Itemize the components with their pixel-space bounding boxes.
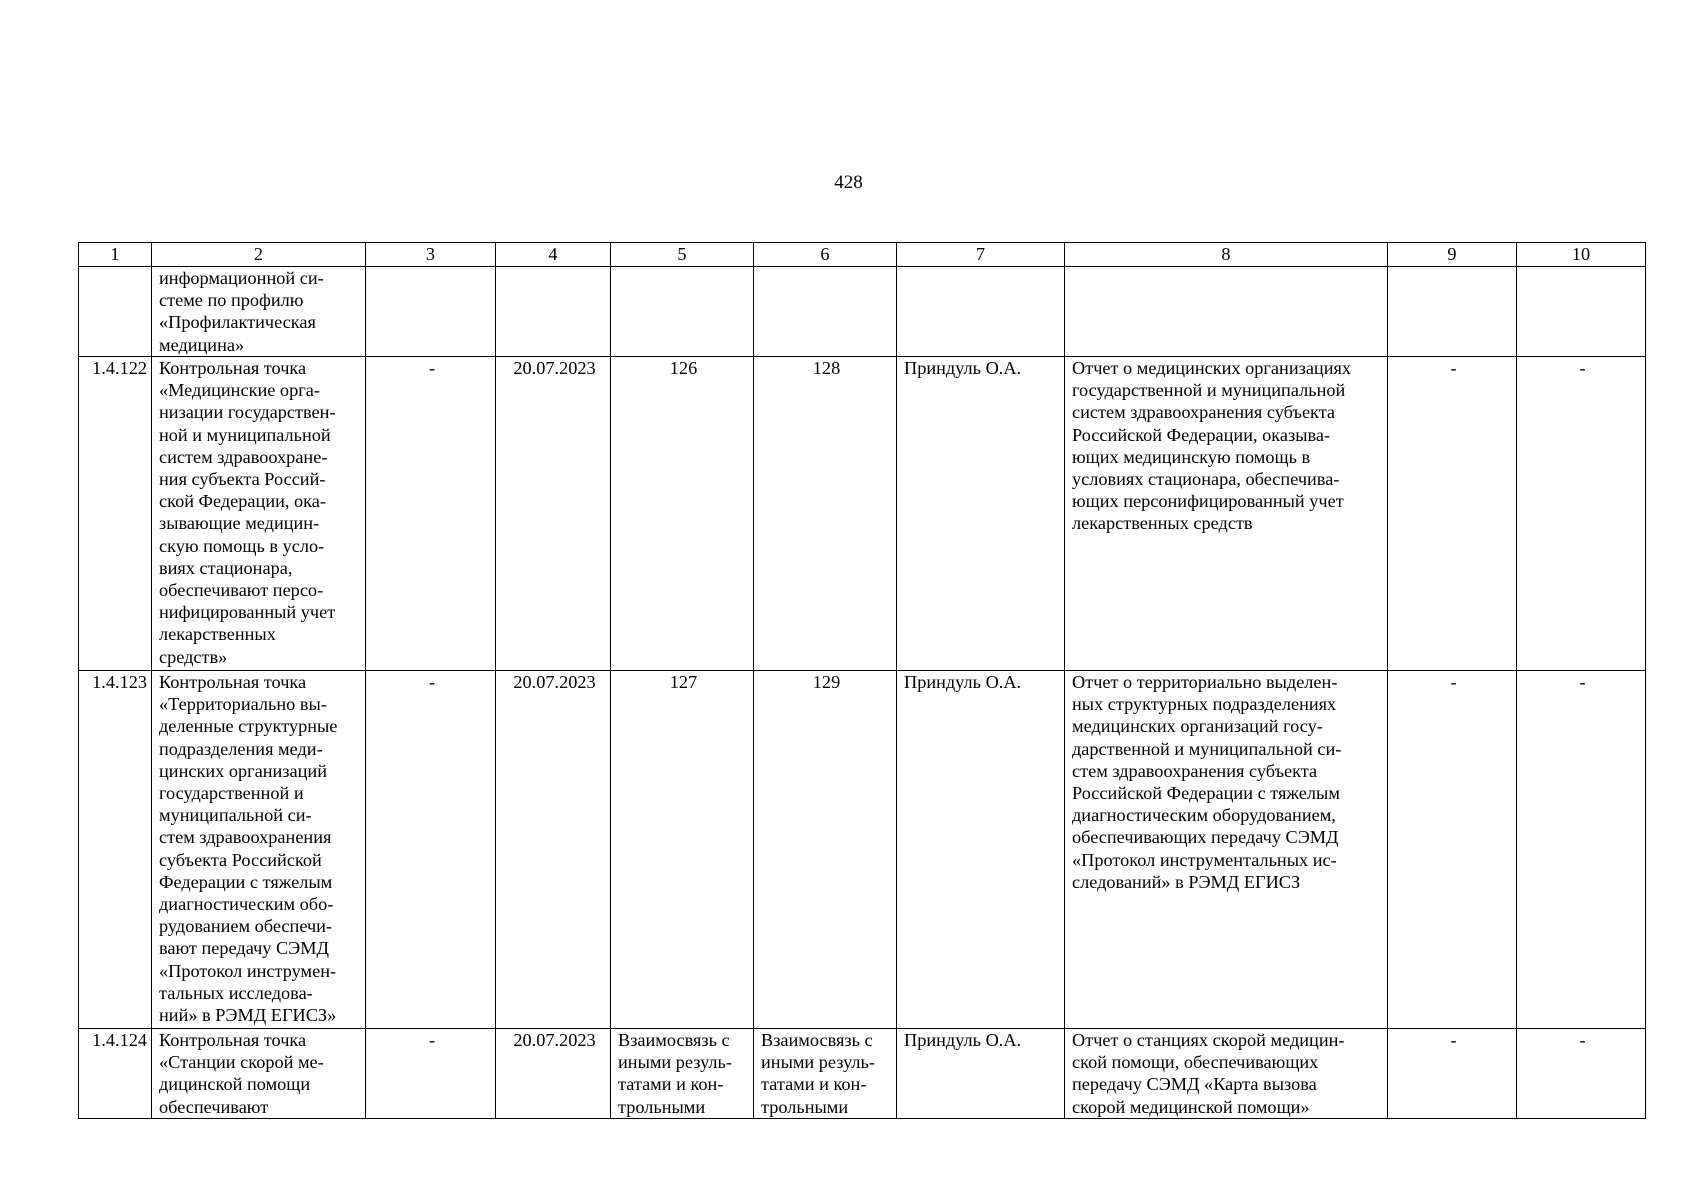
table-cell: - bbox=[1388, 671, 1517, 1029]
table-cell: - bbox=[1517, 671, 1646, 1029]
table-cell: Взаимосвязь с иными резуль- татами и кон- трольными bbox=[611, 1029, 754, 1119]
row-number-cell: 1.4.124 bbox=[79, 1029, 152, 1119]
row-number-cell: 1.4.122 bbox=[79, 357, 152, 671]
table-cell: - bbox=[1388, 357, 1517, 671]
page-number: 428 bbox=[834, 172, 863, 193]
table-cell: 126 bbox=[611, 357, 754, 671]
table-cell: - bbox=[366, 357, 496, 671]
column-header: 7 bbox=[897, 243, 1065, 267]
column-number-row bbox=[79, 243, 1646, 267]
column-header: 5 bbox=[611, 243, 754, 267]
report-cell: Отчет о станциях скорой медицин- ской помощи, обеспечивающих передачу СЭМД «Карта вызова скорой медицинской помощи» bbox=[1065, 1029, 1388, 1119]
table-row bbox=[79, 357, 1646, 671]
row-number-cell bbox=[79, 267, 152, 357]
column-header: 8 bbox=[1065, 243, 1388, 267]
table-row bbox=[79, 267, 1646, 357]
table-cell: Взаимосвязь с иными резуль- татами и кон- трольными bbox=[754, 1029, 897, 1119]
date-cell: 20.07.2023 bbox=[496, 357, 611, 671]
column-header: 3 bbox=[366, 243, 496, 267]
table-cell: 127 bbox=[611, 671, 754, 1029]
responsible-cell: Приндуль О.А. bbox=[897, 357, 1065, 671]
column-header: 10 bbox=[1517, 243, 1646, 267]
report-cell: Отчет о медицинских организациях государственной и муниципальной систем здравоохранения субъекта Российской Федерации, оказыва- ющих медицинскую помощь в условиях стационара, обеспечива- ющих персонифицированный учет лекарственных средств bbox=[1065, 357, 1388, 671]
table-cell bbox=[1388, 267, 1517, 357]
table-cell: 129 bbox=[754, 671, 897, 1029]
row-number-cell: 1.4.123 bbox=[79, 671, 152, 1029]
report-cell bbox=[1065, 267, 1388, 357]
table-row bbox=[79, 1029, 1646, 1119]
plan-table bbox=[78, 242, 1646, 1119]
table-cell: - bbox=[1388, 1029, 1517, 1119]
checkpoint-name-cell: Контрольная точка «Станции скорой ме- дицинской помощи обеспечивают bbox=[152, 1029, 366, 1119]
table-cell bbox=[366, 267, 496, 357]
date-cell: 20.07.2023 bbox=[496, 671, 611, 1029]
column-header: 2 bbox=[152, 243, 366, 267]
table-cell: - bbox=[366, 1029, 496, 1119]
table-row bbox=[79, 671, 1646, 1029]
column-header: 9 bbox=[1388, 243, 1517, 267]
table-cell bbox=[1517, 267, 1646, 357]
responsible-cell: Приндуль О.А. bbox=[897, 1029, 1065, 1119]
table-cell: - bbox=[366, 671, 496, 1029]
checkpoint-name-cell: информационной си- стеме по профилю «Профилактическая медицина» bbox=[152, 267, 366, 357]
responsible-cell bbox=[897, 267, 1065, 357]
table-cell: - bbox=[1517, 357, 1646, 671]
checkpoint-name-cell: Контрольная точка «Медицинские орга- низации государствен- ной и муниципальной систем здравоохране- ния субъекта Россий- ской Федерации, ока- зывающие медицин- скую помощь в усло- виях стационара, обеспечивают персо- нифицированный учет лекарственных средств» bbox=[152, 357, 366, 671]
table-cell bbox=[754, 267, 897, 357]
checkpoint-name-cell: Контрольная точка «Территориально вы- деленные структурные подразделения меди- цинских организаций государственной и муниципальной си- стем здравоохранения субъекта Российской Федерации с тяжелым диагностическим обо- рудованием обеспечи- вают передачу СЭМД «Протокол инструмен- тальных исследова- ний» в РЭМД ЕГИСЗ» bbox=[152, 671, 366, 1029]
column-header: 6 bbox=[754, 243, 897, 267]
table-cell: - bbox=[1517, 1029, 1646, 1119]
responsible-cell: Приндуль О.А. bbox=[897, 671, 1065, 1029]
date-cell: 20.07.2023 bbox=[496, 1029, 611, 1119]
column-header: 1 bbox=[79, 243, 152, 267]
report-cell: Отчет о территориально выделен- ных структурных подразделениях медицинских организаций госу- дарственной и муниципальной си- стем здравоохранения субъекта Российской Федерации с тяжелым диагностическим оборудованием, обеспечивающих передачу СЭМД «Протокол инструментальных ис- следований» в РЭМД ЕГИСЗ bbox=[1065, 671, 1388, 1029]
column-header: 4 bbox=[496, 243, 611, 267]
table-cell bbox=[611, 267, 754, 357]
table-cell: 128 bbox=[754, 357, 897, 671]
date-cell bbox=[496, 267, 611, 357]
